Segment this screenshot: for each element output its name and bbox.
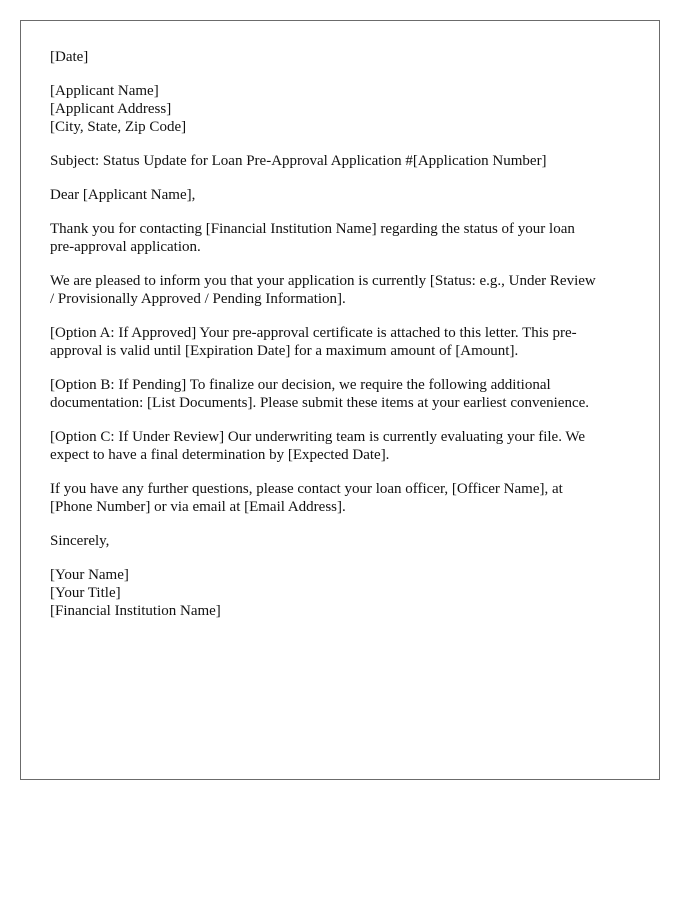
signature-institution: [Financial Institution Name] (50, 603, 221, 619)
paragraph-line: If you have any further questions, please contact your loan officer, [Officer Name], at (50, 481, 563, 497)
paragraph-line: documentation: [List Documents]. Please submit these items at your earliest convenience. (50, 395, 590, 411)
date-block (50, 48, 640, 66)
recipient-name: [Applicant Name] (50, 83, 159, 99)
paragraph-line: pre-approval application. (50, 239, 201, 255)
signature-title: [Your Title] (50, 585, 121, 601)
closing-block (50, 532, 640, 550)
paragraph-line: approval is valid until [Expiration Date] for a maximum amount of [Amount]. (50, 343, 519, 359)
paragraph-option-a (50, 324, 640, 360)
subject-block (50, 152, 640, 170)
paragraph-option-b (50, 376, 640, 412)
letter-salutation: Dear [Applicant Name], (50, 187, 196, 203)
paragraph-contact (50, 480, 640, 516)
paragraph-status (50, 272, 640, 308)
paragraph-line: [Option A: If Approved] Your pre-approval certificate is attached to this letter. This pre- (50, 325, 577, 341)
paragraph-line: [Option B: If Pending] To finalize our decision, we require the following additional (50, 377, 551, 393)
letter-frame (20, 20, 660, 780)
paragraph-line: We are pleased to inform you that your application is currently [Status: e.g., Under Review (50, 273, 596, 289)
recipient-city-state-zip: [City, State, Zip Code] (50, 119, 187, 135)
letter-subject: Subject: Status Update for Loan Pre-Approval Application #[Application Number] (50, 153, 547, 169)
paragraph-thanks (50, 220, 640, 256)
recipient-address: [Applicant Address] (50, 101, 172, 117)
paragraph-line: [Phone Number] or via email at [Email Address]. (50, 499, 346, 515)
paragraph-line: / Provisionally Approved / Pending Information]. (50, 291, 346, 307)
letter-date: [Date] (50, 49, 89, 65)
letter-closing: Sincerely, (50, 533, 110, 549)
paragraph-line: Thank you for contacting [Financial Institution Name] regarding the status of your loan (50, 221, 575, 237)
paragraph-line: expect to have a final determination by [Expected Date]. (50, 447, 390, 463)
letter-body (50, 48, 640, 636)
paragraph-option-c (50, 428, 640, 464)
paragraph-line: [Option C: If Under Review] Our underwriting team is currently evaluating your file. We (50, 429, 586, 445)
salutation-block (50, 186, 640, 204)
signature-name: [Your Name] (50, 567, 129, 583)
recipient-block (50, 82, 640, 136)
signature-block (50, 566, 640, 620)
